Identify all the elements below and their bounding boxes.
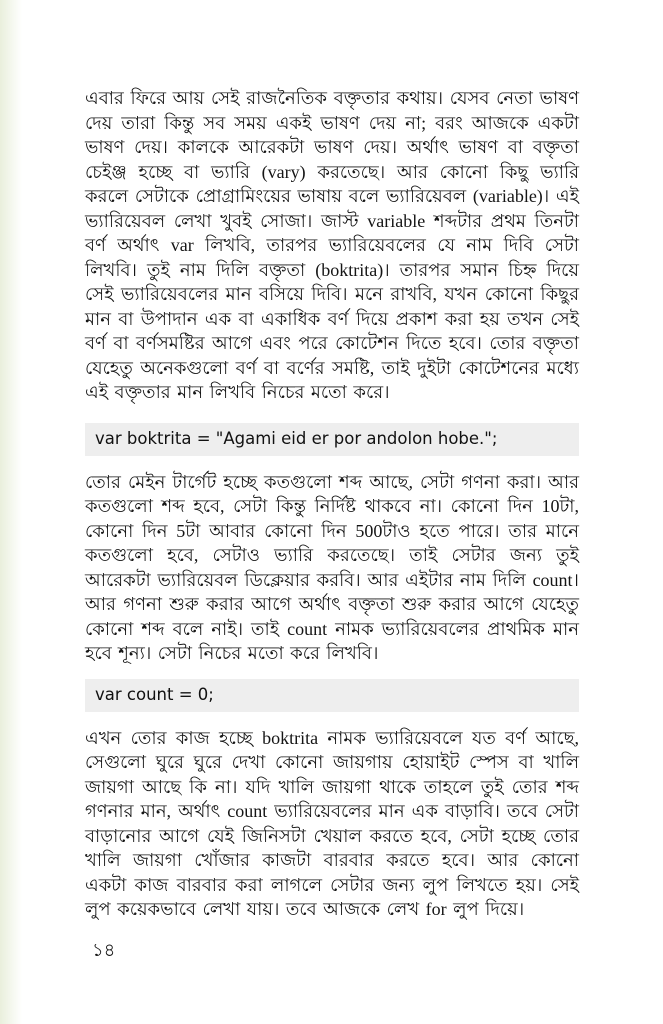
paragraph-word-count-target: তোর মেইন টার্গেট হচ্ছে কতগুলো শব্দ আছে, সেটা গণনা করা। আর কতগুলো শব্দ হবে, সেটা কিন্তু নির্দিষ্ট থাকবে না। কোনো দিন 10টা, কোনো দিন 5টা আবার কোনো দিন 500টাও হতে পারে। তার মানে কতগুলো হবে, সেটাও ভ্যারি করতেছে। তাই সেটার জন্য তুই আরেকটা ভ্যারিয়েবল ডিক্লেয়ার করবি। আর এইটার নাম দিলি count। আর গণনা শুরু করার আগে অর্থাৎ বক্তৃতা শুরু করার আগে যেহেতু কোনো শব্দ বলে নাই। তাই count নামক ভ্যারিয়েবলের প্রাথমিক মান হবে শূন্য। সেটা নিচের মতো করে লিখবি।: [85, 471, 579, 663]
code-block-var-count: var count = 0;: [85, 679, 579, 712]
code-block-var-boktrita: var boktrita = "Agami eid er por andolon hobe.";: [85, 423, 579, 456]
paragraph-political-speech-variable: এবার ফিরে আয় সেই রাজনৈতিক বক্তৃতার কথায়। যেসব নেতা ভাষণ দেয় তারা কিন্তু সব সময় একই ভাষণ দেয় না; বরং আজকে একটা ভাষণ দেয়। কালকে আরেকটা ভাষণ দেয়। অর্থাৎ ভাষণ বা বক্তৃতা চেইঞ্জ হচ্ছে বা ভ্যারি (vary) করতেছে। আর কোনো কিছু ভ্যারি করলে সেটাকে প্রোগ্রামিংয়ের ভাষায় বলে ভ্যারিয়েবল (variable)। এই ভ্যারিয়েবল লেখা খুবই সোজা। জাস্ট variable শব্দটার প্রথম তিনটা বর্ণ অর্থাৎ var লিখবি, তারপর ভ্যারিয়েবলের যে নাম দিবি সেটা লিখবি। তুই নাম দিলি বক্তৃতা (boktrita)। তারপর সমান চিহ্ন দিয়ে সেই ভ্যারিয়েবলের মান বসিয়ে দিবি। মনে রাখবি, যখন কোনো কিছুর মান বা উপাদান এক বা একাধিক বর্ণ দিয়ে প্রকাশ করা হয় তখন সেই বর্ণ বা বর্ণসমষ্টির আগে এবং পরে কোটেশন দিতে হবে। তোর বক্তৃতা যেহেতু অনেকগুলো বর্ণ বা বর্ণের সমষ্টি, তাই দুইটা কোটেশনের মধ্যে এই বক্তৃতার মান লিখবি নিচের মতো করে।: [85, 88, 579, 402]
page-content: [85, 86, 579, 940]
page-number: ১৪: [92, 940, 116, 960]
paragraph-whitespace-loop: এখন তোর কাজ হচ্ছে boktrita নামক ভ্যারিয়েবলে যত বর্ণ আছে, সেগুলো ঘুরে ঘুরে দেখা কোনো জায়গায় হোয়াইট স্পেস বা খালি জায়গা আছে কি না। যদি খালি জায়গা থাকে তাহলে তুই তোর শব্দ গণনার মান, অর্থাৎ count ভ্যারিয়েবলের মান এক বাড়াবি। তবে সেটা বাড়ানোর আগে যেই জিনিসটা খেয়াল করতে হবে, সেটা হচ্ছে তোর খালি জায়গা খোঁজার কাজটা বারবার করতে হবে। আর কোনো একটা কাজ বারবার করা লাগলে সেটার জন্য লুপ লিখতে হয়। সেই লুপ কয়েকভাবে লেখা যায়। তবে আজকে লেখ for লুপ দিয়ে।: [85, 727, 579, 919]
